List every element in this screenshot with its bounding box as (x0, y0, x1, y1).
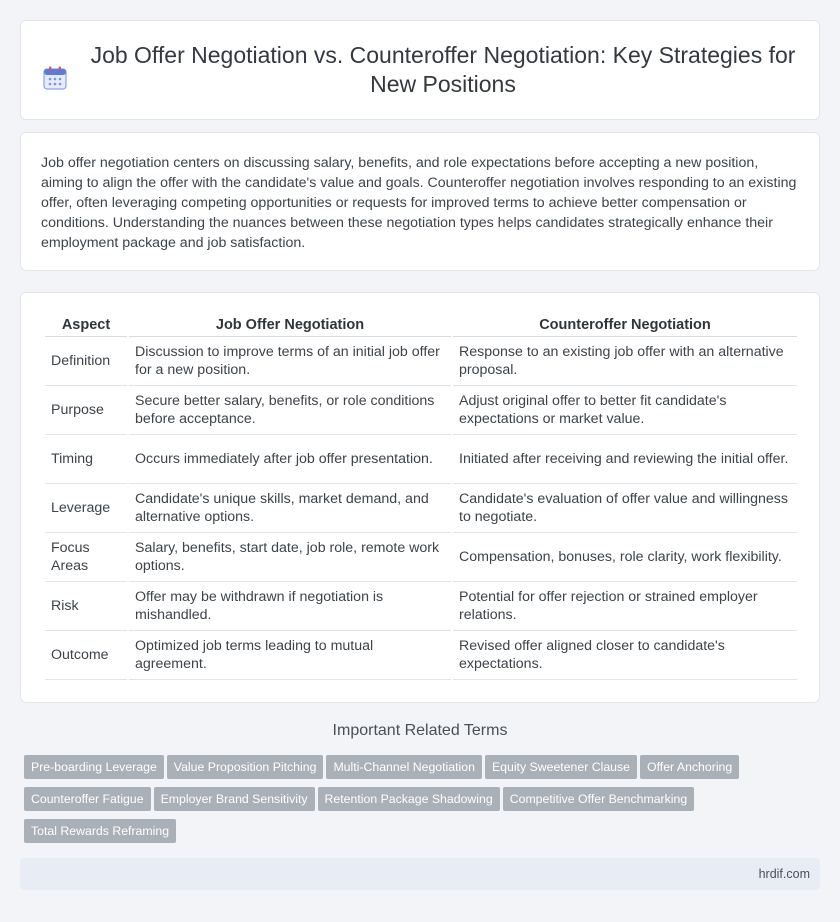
related-term-tag[interactable]: Competitive Offer Benchmarking (503, 787, 694, 811)
header-counteroffer: Counteroffer Negotiation (453, 315, 797, 337)
cell-job-offer: Offer may be withdrawn if negotiation is mishandled. (129, 582, 451, 631)
intro-paragraph: Job offer negotiation centers on discussing salary, benefits, and role expectations before accepting a new position, aiming to align the offer with the candidate's value and goals. Counteroffer negotiation involves responding to an existing offer, often leveraging competing opportunities or requests for improved terms to achieve better compensation or conditions. Understanding the nuances between these negotiation types helps candidates strategically enhance their employment package and job satisfaction. (41, 155, 797, 251)
comparison-table-card (20, 292, 820, 703)
related-term-tag[interactable]: Offer Anchoring (640, 755, 739, 779)
cell-job-offer: Occurs immediately after job offer presentation. (129, 435, 451, 484)
related-term-tag[interactable]: Counteroffer Fatigue (24, 787, 151, 811)
comparison-table (43, 315, 799, 680)
cell-counteroffer: Potential for offer rejection or strained employer relations. (453, 582, 797, 631)
table-row (45, 386, 797, 435)
cell-job-offer: Secure better salary, benefits, or role conditions before acceptance. (129, 386, 451, 435)
intro-card (20, 132, 820, 271)
title-wrap (42, 41, 798, 99)
cell-aspect: Leverage (45, 484, 127, 533)
cell-counteroffer: Response to an existing job offer with an alternative proposal. (453, 337, 797, 386)
cell-counteroffer: Revised offer aligned closer to candidate's expectations. (453, 631, 797, 680)
table-row (45, 337, 797, 386)
related-term-tag[interactable]: Equity Sweetener Clause (485, 755, 637, 779)
page-title: Job Offer Negotiation vs. Counteroffer Negotiation: Key Strategies for New Positions (90, 42, 796, 97)
footer (20, 858, 820, 890)
header-job-offer: Job Offer Negotiation (129, 315, 451, 337)
related-terms-tags (24, 755, 824, 851)
table-row (45, 582, 797, 631)
related-term-tag[interactable]: Employer Brand Sensitivity (154, 787, 315, 811)
related-term-tag[interactable]: Value Proposition Pitching (167, 755, 324, 779)
footer-site-link[interactable]: hrdif.com (758, 867, 810, 881)
table-row (45, 631, 797, 680)
related-term-tag[interactable]: Pre-boarding Leverage (24, 755, 164, 779)
cell-counteroffer: Initiated after receiving and reviewing the initial offer. (453, 435, 797, 484)
cell-counteroffer: Compensation, bonuses, role clarity, work flexibility. (453, 533, 797, 582)
cell-aspect: Definition (45, 337, 127, 386)
cell-job-offer: Discussion to improve terms of an initial job offer for a new position. (129, 337, 451, 386)
cell-aspect: Focus Areas (45, 533, 127, 582)
table-row (45, 533, 797, 582)
cell-aspect: Purpose (45, 386, 127, 435)
cell-job-offer: Salary, benefits, start date, job role, remote work options. (129, 533, 451, 582)
related-term-tag[interactable]: Multi-Channel Negotiation (326, 755, 482, 779)
cell-aspect: Risk (45, 582, 127, 631)
cell-counteroffer: Candidate's evaluation of offer value and willingness to negotiate. (453, 484, 797, 533)
cell-counteroffer: Adjust original offer to better fit candidate's expectations or market value. (453, 386, 797, 435)
related-term-tag[interactable]: Retention Package Shadowing (318, 787, 500, 811)
table-row (45, 435, 797, 484)
cell-job-offer: Candidate's unique skills, market demand, and alternative options. (129, 484, 451, 533)
related-terms-title: Important Related Terms (332, 722, 508, 739)
table-row (45, 484, 797, 533)
calendar-icon (42, 65, 68, 91)
related-term-tag[interactable]: Total Rewards Reframing (24, 819, 176, 843)
table-header-row (45, 315, 797, 337)
title-card (20, 20, 820, 120)
cell-job-offer: Optimized job terms leading to mutual agreement. (129, 631, 451, 680)
cell-aspect: Timing (45, 435, 127, 484)
header-aspect: Aspect (45, 315, 127, 337)
cell-aspect: Outcome (45, 631, 127, 680)
